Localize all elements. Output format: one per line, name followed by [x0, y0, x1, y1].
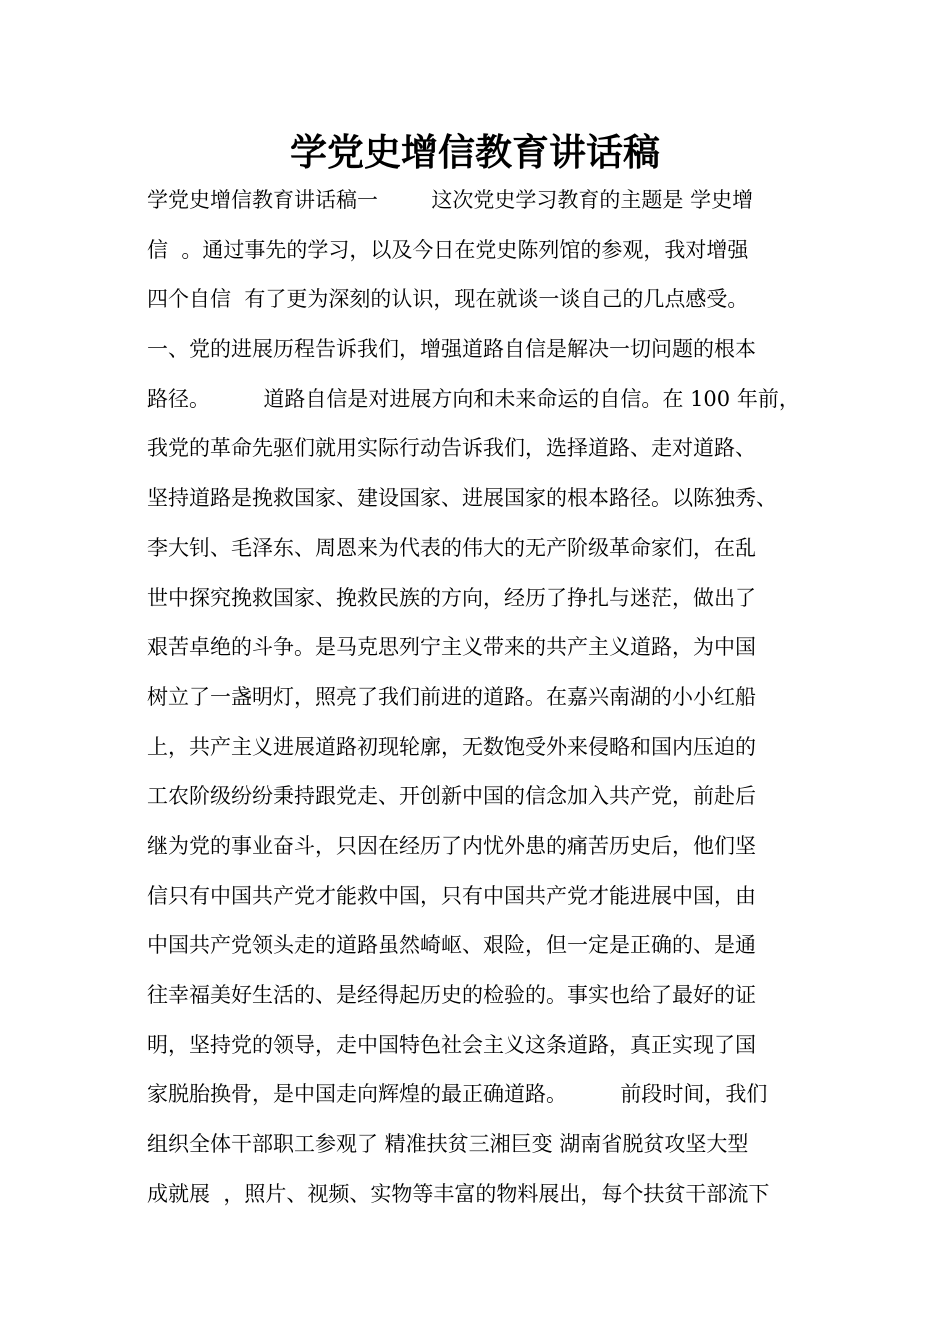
body-line: 中国共产党领头走的道路虽然崎岖、艰险，但一定是正确的、是通: [147, 933, 756, 958]
body-line: 上，共产主义进展道路初现轮廓，无数饱受外来侵略和国内压迫的: [147, 734, 756, 759]
body-line: 往幸福美好生活的、是经得起历史的检验的。事实也给了最好的证: [147, 983, 756, 1007]
body-line: 四个自信 有了更为深刻的认识，现在就谈一谈自己的几点感受。: [147, 287, 749, 312]
body-line: 坚持道路是挽救国家、建设国家、进展国家的根本路径。以陈独秀、: [147, 486, 777, 511]
body-line: 工农阶级纷纷秉持跟党走、开创新中国的信念加入共产党，前赴后: [147, 784, 756, 809]
document-title: 学党史增信教育讲话稿: [290, 131, 660, 174]
body-line: 路径。 道路自信是对进展方向和未来命运的自信。在 100 年前，: [147, 386, 800, 411]
body-line: 我党的革命先驱们就用实际行动告诉我们，选择道路、走对道路、: [147, 436, 756, 461]
body-line: 学党史增信教育讲话稿一 这次党史学习教育的主题是 学史增: [147, 188, 754, 212]
body-line: 李大钊、毛泽东、周恩来为代表的伟大的无产阶级革命家们，在乱: [147, 535, 756, 560]
body-line: 信 。通过事先的学习，以及今日在党史陈列馆的参观，我对增强: [147, 237, 749, 262]
body-line: 一、党的进展历程告诉我们，增强道路自信是解决一切问题的根本: [147, 337, 756, 362]
body-line: 世中探究挽救国家、挽救民族的方向，经历了挣扎与迷茫，做出了: [147, 585, 756, 610]
body-line: 树立了一盏明灯，照亮了我们前进的道路。在嘉兴南湖的小小红船: [147, 684, 756, 709]
body-line: 明，坚持党的领导，走中国特色社会主义这条道路，真正实现了国: [147, 1032, 756, 1057]
body-line: 家脱胎换骨，是中国走向辉煌的最正确道路。 前段时间，我们: [147, 1082, 768, 1107]
body-line: 继为党的事业奋斗，只因在经历了内忧外患的痛苦历史后，他们坚: [147, 833, 756, 858]
body-line: 艰苦卓绝的斗争。是马克思列宁主义带来的共产主义道路，为中国: [147, 635, 756, 660]
body-line: 组织全体干部职工参观了 精准扶贫三湘巨变 湖南省脱贫攻坚大型: [147, 1132, 749, 1157]
document-body: [147, 176, 867, 1219]
body-line: 信只有中国共产党才能救中国，只有中国共产党才能进展中国，由: [147, 883, 756, 908]
body-line: 成就展 ，照片、视频、实物等丰富的物料展出，每个扶贫干部流下: [147, 1181, 770, 1206]
